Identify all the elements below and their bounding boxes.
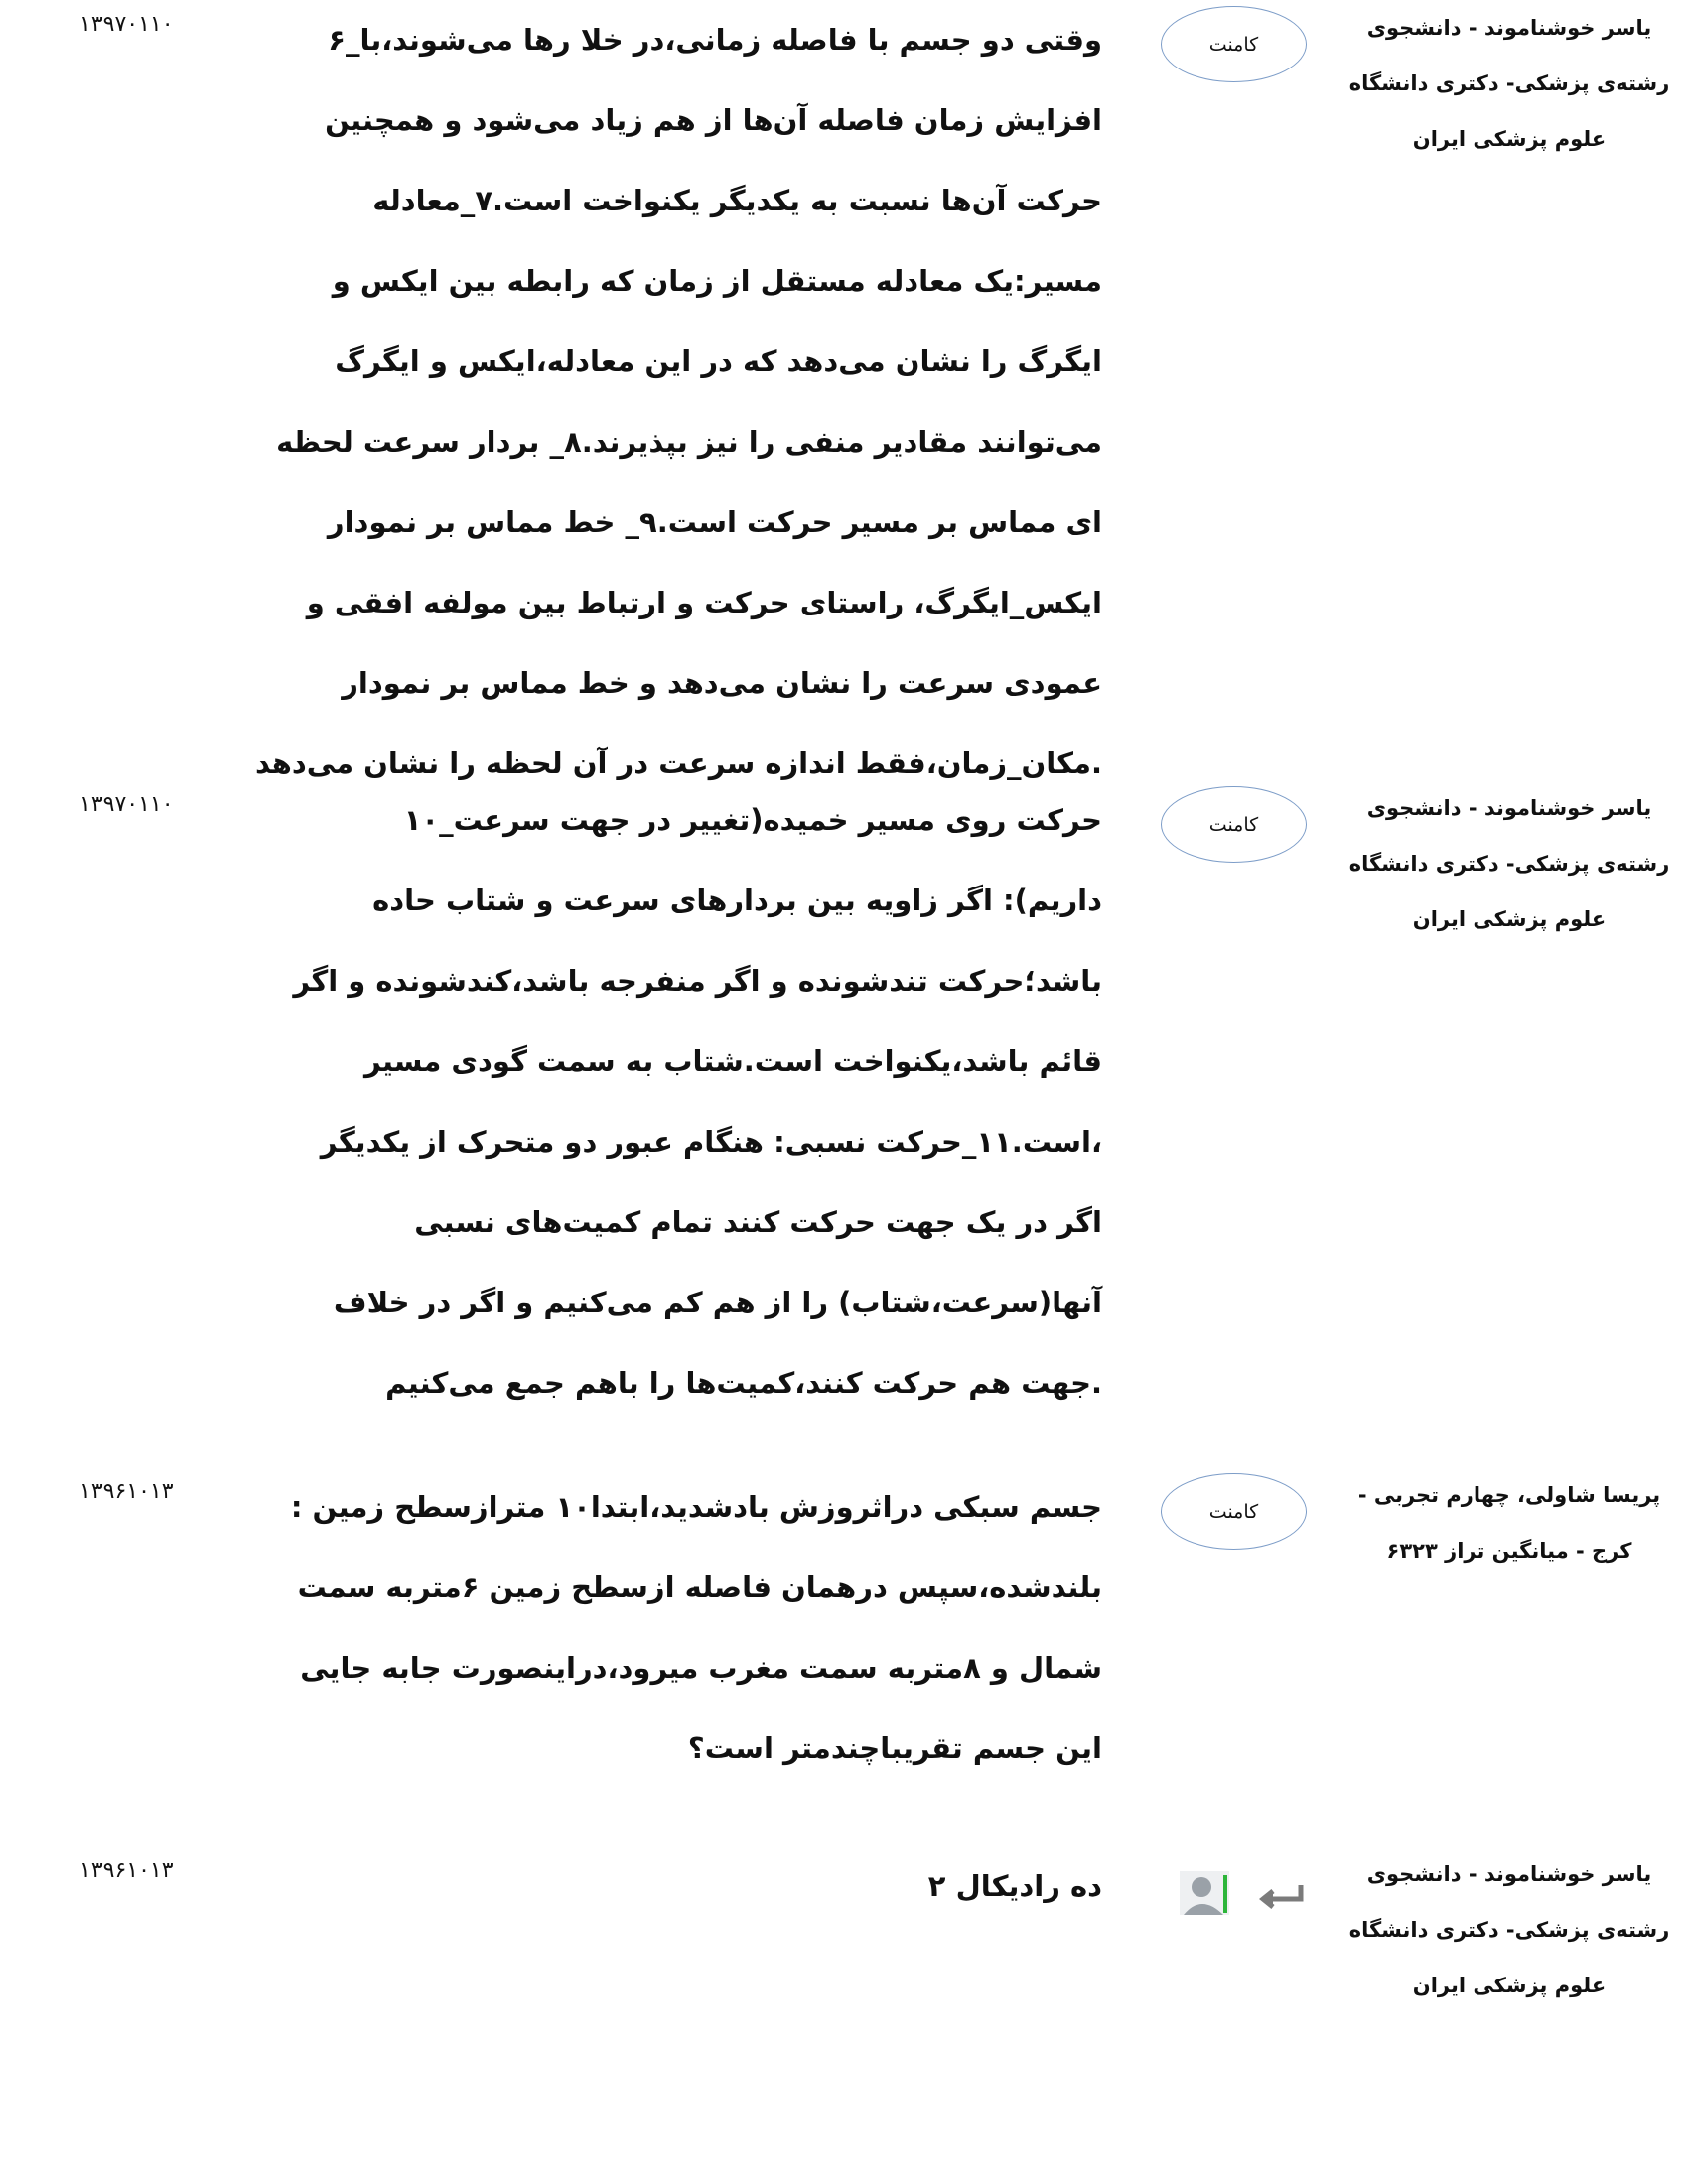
text-line: وقتی دو جسم با فاصله زمانی،در خلا رها می‌شوند،با_۶ xyxy=(328,23,1102,57)
text-line: آنها(سرعت،شتاب) را از هم کم می‌کنیم و اگر در خلاف xyxy=(333,1286,1102,1319)
author-line: کرج - میانگین تراز ۶۳۲۳ xyxy=(1386,1539,1632,1563)
author-line: علوم پزشکی ایران xyxy=(1412,1974,1607,1997)
author-info xyxy=(1331,780,1688,947)
comment-date: ۱۳۹۷۰۱۱۰ xyxy=(79,12,174,37)
author-line: رشته‌ی پزشکی- دکتری دانشگاه xyxy=(1348,852,1670,876)
author-line: علوم پزشکی ایران xyxy=(1412,907,1607,931)
text-line: جسم سبکی دراثروزش بادشدید،ابتدا۱۰ مترازسطح زمین : xyxy=(290,1490,1102,1524)
author-line: یاسر خوشناموند - دانشجوی xyxy=(1366,796,1652,820)
text-line: ای مماس بر مسیر حرکت است.۹_ خط مماس بر نمودار xyxy=(327,505,1102,539)
comment-date: ۱۳۹۷۰۱۱۰ xyxy=(79,792,174,817)
text-line: می‌توانند مقادیر منفی را نیز بپذیرند.۸_ بردار سرعت لحظه xyxy=(276,425,1102,459)
reply-arrow-icon xyxy=(1263,1885,1301,1907)
comment-button[interactable]: کامنت xyxy=(1161,1473,1307,1550)
comment-button[interactable]: کامنت xyxy=(1161,786,1307,863)
text-line: عمودی سرعت را نشان می‌دهد و خط مماس بر نمودار xyxy=(342,666,1102,700)
comment-date: ۱۳۹۶۱۰۱۳ xyxy=(79,1858,174,1883)
author-info xyxy=(1331,1846,1688,2013)
text-line: حرکت آن‌ها نسبت به یکدیگر یکنواخت است.۷_معادله xyxy=(372,184,1102,217)
text-line: .جهت هم حرکت کنند،کمیت‌ها را باهم جمع می‌کنیم xyxy=(385,1366,1102,1400)
text-line: بلندشده،سپس درهمان فاصله ازسطح زمین ۶متربه سمت xyxy=(297,1570,1102,1604)
comment-text xyxy=(179,1846,1102,1927)
author-line: علوم پزشکی ایران xyxy=(1412,127,1607,151)
text-line: قائم باشد،یکنواخت است.شتاب به سمت گودی مسیر xyxy=(363,1044,1102,1078)
text-line: حرکت روی مسیر خمیده(تغییر در جهت سرعت_۱۰ xyxy=(403,803,1102,837)
author-line: رشته‌ی پزشکی- دکتری دانشگاه xyxy=(1348,1918,1670,1942)
author-info xyxy=(1331,1467,1688,1578)
author-line: پریسا شاولی، چهارم تجربی - xyxy=(1357,1483,1661,1507)
text-line: داریم): اگر زاویه بین بردارهای سرعت و شتاب حاده xyxy=(372,884,1102,917)
text-line: ده رادیکال ۲ xyxy=(927,1869,1102,1903)
text-line: ایگرگ را نشان می‌دهد که در این معادله،ایکس و ایگرگ xyxy=(335,344,1102,378)
text-line: اگر در یک جهت حرکت کنند تمام کمیت‌های نسبی xyxy=(414,1205,1102,1239)
text-line: ،است.۱۱_حرکت نسبی: هنگام عبور دو متحرک از یکدیگر xyxy=(320,1125,1102,1159)
text-line: مسیر:یک معادله مستقل از زمان که رابطه بین ایکس و xyxy=(332,264,1102,298)
reply-indicator xyxy=(1172,1871,1311,1916)
comment-date: ۱۳۹۶۱۰۱۳ xyxy=(79,1479,174,1504)
comment-text xyxy=(179,1467,1102,1789)
author-line: یاسر خوشناموند - دانشجوی xyxy=(1366,16,1652,40)
text-line: ایکس_ایگرگ، راستای حرکت و ارتباط بین مولفه افقی و xyxy=(306,586,1102,619)
text-line: افزایش زمان فاصله آن‌ها از هم زیاد می‌شود و همچنین xyxy=(325,103,1102,137)
author-info xyxy=(1331,0,1688,167)
comment-text xyxy=(179,780,1102,1424)
text-line: این جسم تقریباچندمتر است؟ xyxy=(687,1731,1102,1765)
author-line: رشته‌ی پزشکی- دکتری دانشگاه xyxy=(1348,71,1670,95)
text-line: .مکان_زمان،فقط اندازه سرعت در آن لحظه را نشان می‌دهد xyxy=(255,747,1102,780)
comment-text xyxy=(179,0,1102,804)
comment-button[interactable]: کامنت xyxy=(1161,6,1307,82)
author-line: یاسر خوشناموند - دانشجوی xyxy=(1366,1862,1652,1886)
reply-icons xyxy=(1172,1871,1311,1916)
text-line: شمال و ۸متربه سمت مغرب میرود،دراینصورت جابه جایی xyxy=(300,1651,1102,1685)
text-line: باشد؛حرکت تندشونده و اگر منفرجه باشد،کندشونده و اگر xyxy=(293,964,1102,998)
avatar-icon xyxy=(1180,1871,1229,1915)
